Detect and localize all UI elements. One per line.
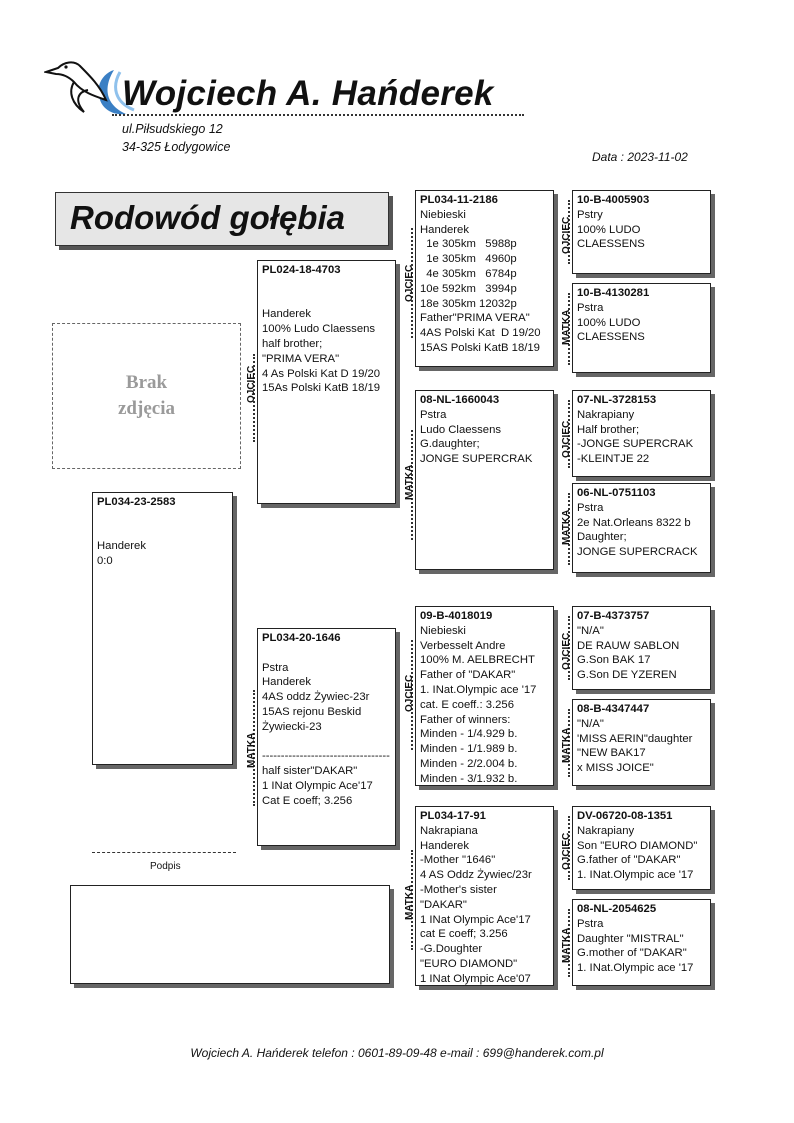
sire-label: OJCIEC — [246, 365, 257, 403]
pedigree-line: Pstra — [577, 501, 604, 514]
pedigree-line: Minden - 2/2.004 b. — [420, 757, 518, 770]
photo-placeholder-text — [52, 370, 241, 422]
dss-card — [572, 606, 711, 690]
pedigree-line: Pstra — [420, 408, 447, 421]
pedigree-line: 100% LUDO — [577, 223, 641, 236]
footer-contact: Wojciech A. Hańderek telefon : 0601-89-09-48 e-mail : 699@handerek.com.pl — [190, 1046, 604, 1060]
dam-card — [257, 628, 396, 846]
signature-box[interactable] — [70, 885, 390, 984]
dds-card — [572, 806, 711, 890]
ring-number: 10-B-4005903 — [577, 194, 650, 206]
date-label: Data : 2023-11-02 — [592, 150, 688, 164]
pedigree-line: Nakrapiana — [420, 824, 478, 837]
pedigree-line: Żywiecki-23 — [262, 720, 322, 733]
pedigree-line: Nakrapiany — [577, 824, 635, 837]
ring-number: 09-B-4018019 — [420, 610, 493, 622]
pedigree-line — [262, 735, 391, 750]
pedigree-line — [262, 646, 391, 661]
ring-number: 06-NL-0751103 — [577, 487, 656, 499]
ring-number: 07-NL-3728153 — [577, 394, 657, 406]
pedigree-line: half brother; — [262, 337, 323, 350]
dss-label: OJCIEC — [561, 632, 572, 670]
pedigree-line: Handerek — [420, 223, 469, 236]
pedigree-line — [97, 525, 228, 540]
dsd-label: MATKA — [561, 727, 572, 763]
pedigree-line: 100% LUDO — [577, 316, 641, 329]
pedigree-line: -Mother "1646" — [420, 854, 496, 867]
pedigree-line: -G.Doughter — [420, 943, 483, 956]
pedigree-line: 15As Polski KatB 18/19 — [262, 382, 381, 395]
sss-label: OJCIEC — [561, 216, 572, 254]
pedigree-line: 4 AS Oddz Żywiec/23r — [420, 869, 532, 882]
sd-label: MATKA — [404, 464, 415, 500]
document-title: Rodowód gołębia — [70, 199, 345, 236]
pedigree-line: 4e 305km 6784p — [420, 267, 517, 280]
pedigree-line: Niebieski — [420, 624, 466, 637]
pedigree-line: "N/A" — [577, 717, 604, 730]
pedigree-line: Son "EURO DIAMOND" — [577, 839, 698, 852]
pedigree-line: 1e 305km 5988p — [420, 238, 517, 251]
ssd-card — [572, 283, 711, 373]
pedigree-line: Pstra — [262, 661, 289, 674]
sdd-card — [572, 483, 711, 573]
pedigree-line: G.Son BAK 17 — [577, 654, 651, 667]
pedigree-line: Handerek — [97, 540, 146, 553]
photo-text-line2: zdjęcia — [118, 398, 175, 419]
ring-number: 08-NL-1660043 — [420, 394, 500, 406]
pedigree-line: half sister"DAKAR" — [262, 765, 358, 778]
dds-label: OJCIEC — [561, 832, 572, 870]
ddd-label: MATKA — [561, 927, 572, 963]
pedigree-line: Handerek — [262, 676, 311, 689]
pedigree-line: cat E coeff; 3.256 — [420, 928, 508, 941]
pedigree-line: -KLEINTJE 22 — [577, 453, 650, 466]
dsd-card — [572, 699, 711, 786]
pedigree-line: 1 INat Olympic Ace'07 — [420, 972, 531, 985]
address-city: 34-325 Łodygowice — [122, 140, 231, 154]
ring-number: 07-B-4373757 — [577, 610, 650, 622]
sire-sire-card — [415, 190, 554, 367]
pedigree-line: DE RAUW SABLON — [577, 639, 680, 652]
pedigree-line: Nakrapiany — [577, 408, 635, 421]
pedigree-line: "N/A" — [577, 624, 604, 637]
pedigree-line: 0:0 — [97, 555, 113, 568]
title-underline — [112, 114, 524, 116]
ring-number: PL034-11-2186 — [420, 194, 498, 206]
ring-number: PL024-18-4703 — [262, 264, 341, 276]
pedigree-line: 'MISS AERIN"daughter — [577, 732, 693, 745]
pedigree-line: cat. E coeff.: 3.256 — [420, 698, 514, 711]
ring-number: 10-B-4130281 — [577, 287, 650, 299]
pedigree-line — [262, 293, 391, 308]
pedigree-line: Pstra — [577, 301, 604, 314]
pedigree-line: 15AS Polski KatB 18/19 — [420, 341, 540, 354]
pedigree-line: 4 As Polski Kat D 19/20 — [262, 367, 381, 380]
pedigree-line: 1. INat.Olympic ace '17 — [420, 683, 537, 696]
photo-text-line1: Brak — [125, 372, 168, 393]
ring-number: 08-B-4347447 — [577, 703, 650, 715]
pedigree-line: Minden - 1/4.929 b. — [420, 728, 518, 741]
address-street: ul.Piłsudskiego 12 — [122, 122, 223, 136]
pedigree-line: -Mother's sister — [420, 883, 497, 896]
pedigree-line: "PRIMA VERA" — [262, 352, 340, 365]
dam-sire-card — [415, 606, 554, 786]
pedigree-line: 15AS rejonu Beskid — [262, 705, 362, 718]
pedigree-line: Minden - 1/1.989 b. — [420, 743, 518, 756]
sire-dam-card — [415, 390, 554, 570]
pedigree-line: -JONGE SUPERCRAK — [577, 438, 694, 451]
pedigree-line: Daughter "MISTRAL" — [577, 932, 684, 945]
pedigree-line: 4AS Polski Kat D 19/20 — [420, 327, 541, 340]
dd-label: MATKA — [404, 884, 415, 920]
pedigree-line: 100% Ludo Claessens — [262, 323, 376, 336]
pedigree-line: Handerek — [262, 308, 311, 321]
pedigree-line: Verbesselt Andre — [420, 639, 506, 652]
pedigree-line: G.daughter; — [420, 438, 480, 451]
pedigree-line — [262, 278, 391, 293]
pedigree-line: "NEW BAK17 — [577, 747, 646, 760]
signature-label: Podpis — [150, 861, 181, 872]
sss-card — [572, 190, 711, 274]
pedigree-line: G.mother of "DAKAR" — [577, 947, 687, 960]
pedigree-line: 10e 592km 3994p — [420, 282, 517, 295]
pedigree-line: 2e Nat.Orleans 8322 b — [577, 516, 691, 529]
pedigree-line: G.father of "DAKAR" — [577, 854, 681, 867]
owner-name: Wojciech A. Hańderek — [122, 74, 494, 113]
pedigree-line: G.Son DE YZEREN — [577, 669, 677, 682]
pedigree-line: Father of winners: — [420, 713, 511, 726]
pedigree-line: CLAESSENS — [577, 238, 645, 251]
pedigree-line: Half brother; — [577, 423, 640, 436]
ssd-label: MATKA — [561, 309, 572, 345]
dam-label: MATKA — [246, 732, 257, 768]
pedigree-line: JONGE SUPERCRAK — [420, 453, 533, 466]
ring-number: PL034-23-2583 — [97, 496, 176, 508]
pedigree-line: 4AS oddz Żywiec-23r — [262, 691, 370, 704]
signature-line — [92, 852, 236, 853]
pedigree-line: 18e 305km 12032p — [420, 297, 517, 310]
dam-dam-card — [415, 806, 554, 986]
pedigree-line: JONGE SUPERCRACK — [577, 546, 698, 559]
pedigree-line: Minden - 3/1.932 b. — [420, 772, 518, 785]
pedigree-line: Ludo Claessens — [420, 423, 502, 436]
pedigree-line: 1 INat Olympic Ace'17 — [420, 913, 531, 926]
ring-number: PL034-20-1646 — [262, 632, 341, 644]
pedigree-line: Daughter; — [577, 531, 627, 544]
sds-label: OJCIEC — [561, 420, 572, 458]
pedigree-line: Father"PRIMA VERA" — [420, 312, 530, 325]
pedigree-line — [97, 510, 228, 525]
pedigree-line: x MISS JOICE" — [577, 762, 654, 775]
pedigree-line: Niebieski — [420, 208, 466, 221]
pedigree-line: 100% M. AELBRECHT — [420, 654, 535, 667]
pedigree-line: CLAESSENS — [577, 331, 645, 344]
sdd-label: MATKA — [561, 509, 572, 545]
pedigree-line: 1e 305km 4960p — [420, 253, 517, 266]
sire-card — [257, 260, 396, 504]
pedigree-line: Cat E coeff; 3.256 — [262, 794, 353, 807]
ring-number: PL034-17-91 — [420, 810, 486, 822]
pedigree-line: Pstry — [577, 208, 603, 221]
subject-card — [92, 492, 233, 765]
ds-label: OJCIEC — [404, 674, 415, 712]
pedigree-line: 1. INat.Olympic ace '17 — [577, 869, 694, 882]
pedigree-line: 1. INat.Olympic ace '17 — [577, 962, 694, 975]
sds-card — [572, 390, 711, 477]
ring-number: DV-06720-08-1351 — [577, 810, 673, 822]
pedigree-line: "DAKAR" — [420, 898, 467, 911]
pedigree-line: ---------------------------------- — [262, 750, 390, 763]
pedigree-line: Father of "DAKAR" — [420, 669, 516, 682]
ss-label: OJCIEC — [404, 264, 415, 302]
ddd-card — [572, 899, 711, 986]
pedigree-line: 1 INat Olympic Ace'17 — [262, 779, 373, 792]
ring-number: 08-NL-2054625 — [577, 903, 657, 915]
pedigree-line: Pstra — [577, 917, 604, 930]
pedigree-line: "EURO DIAMOND" — [420, 957, 518, 970]
pedigree-line: Handerek — [420, 839, 469, 852]
